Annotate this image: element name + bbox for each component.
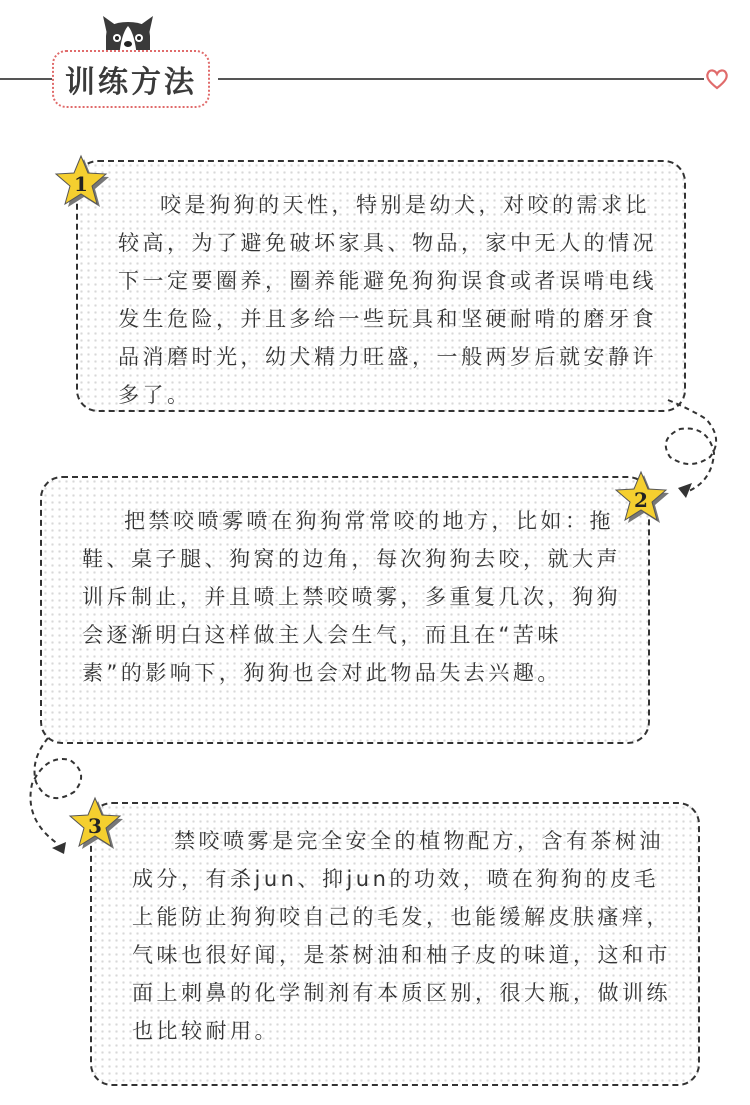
step-badge-3 — [66, 794, 124, 852]
step-card-1 — [76, 160, 686, 412]
step-card-2 — [40, 476, 650, 744]
section-title: 训练方法 — [65, 65, 197, 100]
step-number-1: 1 — [74, 172, 88, 196]
step-2-text: 把禁咬喷雾喷在狗狗常常咬的地方，比如：拖鞋、桌子腿、狗窝的边角，每次狗狗去咬，就大声训斥制止，并且喷上禁咬喷雾，多重复几次，狗狗会逐渐明白这样做主人会生气，而且在“苦味素”的影响下，狗狗也会对此物品失去兴趣。 — [82, 509, 621, 685]
step-number-3: 3 — [88, 814, 102, 838]
step-3-text: 禁咬喷雾是完全安全的植物配方，含有茶树油成分，有杀jun、抑jun的功效，喷在狗狗的皮毛上能防止狗狗咬自己的毛发，也能缓解皮肤瘙痒，气味也很好闻，是茶树油和柚子皮的味道，这和市面上刺鼻的化学制剂有本质区别，很大瓶，做训练也比较耐用。 — [132, 829, 671, 1043]
heart-icon — [704, 67, 730, 91]
header-divider-right — [218, 78, 704, 80]
header-divider-left — [0, 78, 52, 80]
step-number-2: 2 — [634, 488, 648, 512]
step-badge-1 — [52, 152, 110, 210]
step-card-3 — [90, 802, 700, 1086]
step-1-text: 咬是狗狗的天性，特别是幼犬，对咬的需求比较高，为了避免破坏家具、物品，家中无人的情况下一定要圈养，圈养能避免狗狗误食或者误啃电线发生危险，并且多给一些玩具和坚硬耐啃的磨牙食品消磨时光，幼犬精力旺盛，一般两岁后就安静许多了。 — [118, 193, 657, 407]
step-badge-2 — [612, 468, 670, 526]
section-title-box — [52, 50, 210, 108]
